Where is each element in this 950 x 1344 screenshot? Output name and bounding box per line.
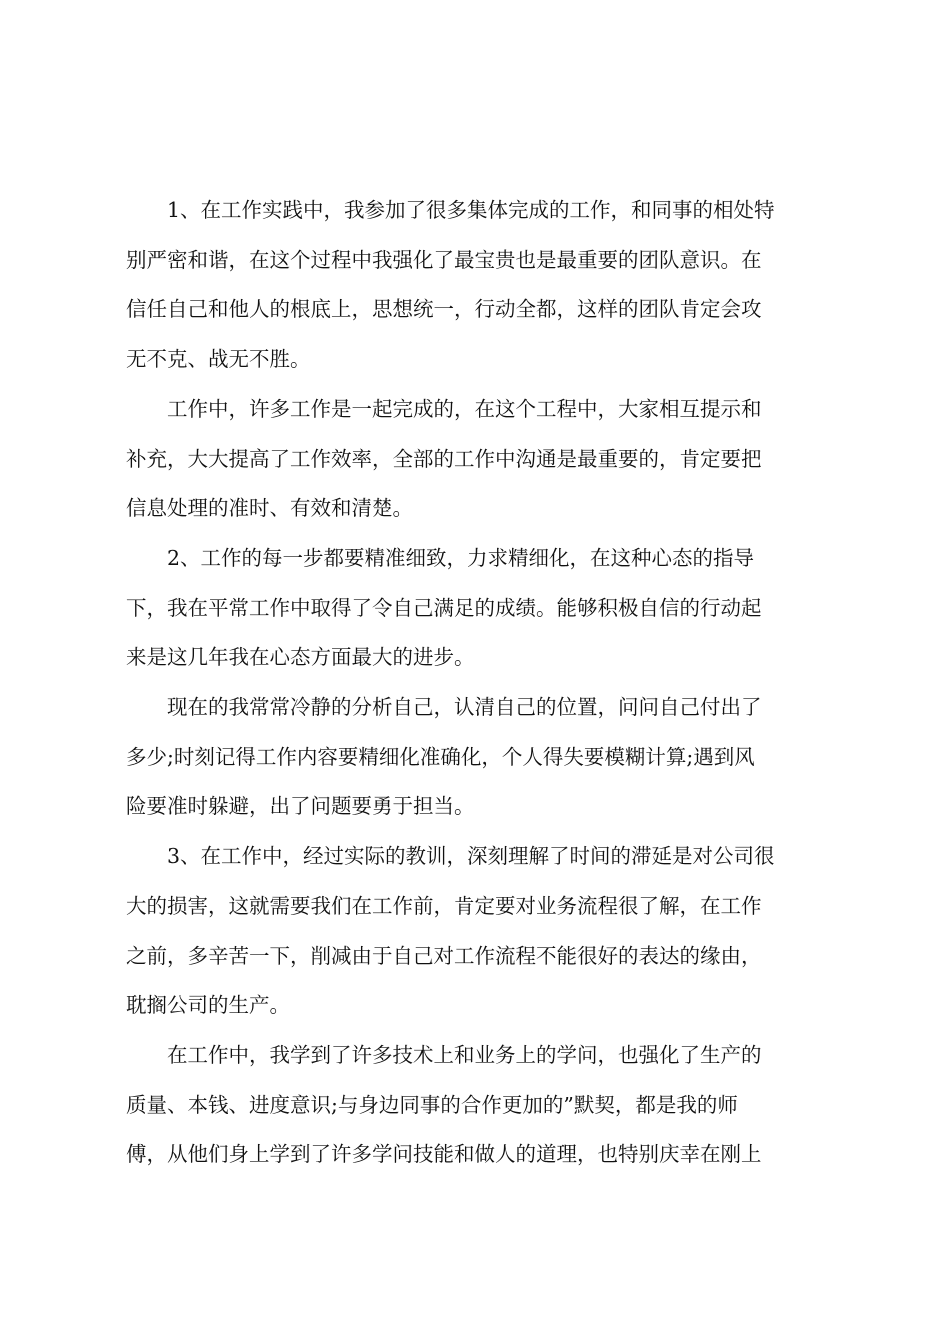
document-body: [126, 186, 830, 1180]
text-line: 傅，从他们身上学到了许多学问技能和做人的道理，也特别庆幸在刚上: [126, 1142, 762, 1167]
text-line: 3、在工作中，经过实际的教训，深刻理解了时间的滞延是对公司很: [167, 844, 775, 869]
text-line: 信任自己和他人的根底上，思想统一，行动全都，这样的团队肯定会攻: [126, 297, 762, 322]
text-line: 现在的我常常冷静的分析自己，认清自己的位置，问问自己付出了: [167, 695, 762, 720]
text-line: 在工作中，我学到了许多技术上和业务上的学问，也强化了生产的: [167, 1042, 762, 1067]
paragraph-2: [126, 385, 830, 534]
text-line: 之前，多辛苦一下，削减由于自己对工作流程不能很好的表达的缘由，: [126, 943, 762, 968]
text-line: 险要准时躲避，出了问题要勇于担当。: [126, 794, 475, 819]
text-line: 来是这几年我在心态方面最大的进步。: [126, 645, 475, 670]
paragraph-1: [126, 186, 830, 385]
text-line: 下，我在平常工作中取得了令自己满足的成绩。能够积极自信的行动起: [126, 595, 762, 620]
text-line: 1、在工作实践中，我参加了很多集体完成的工作，和同事的相处特: [167, 198, 775, 222]
text-line: 多少;时刻记得工作内容要精细化准确化，个人得失要模糊计算;遇到风: [126, 744, 755, 769]
paragraph-5: [126, 832, 830, 1031]
paragraph-3: [126, 534, 830, 683]
text-line: 别严密和谐，在这个过程中我强化了最宝贵也是最重要的团队意识。在: [126, 247, 762, 272]
text-line: 2、工作的每一步都要精准细致，力求精细化，在这种心态的指导: [167, 545, 755, 570]
text-line: 补充，大大提高了工作效率，全部的工作中沟通是最重要的，肯定要把: [126, 446, 762, 471]
text-line: 耽搁公司的生产。: [126, 993, 290, 1018]
paragraph-4: [126, 683, 830, 832]
text-line: 工作中，许多工作是一起完成的，在这个工程中，大家相互提示和: [167, 396, 762, 421]
text-line: 大的损害，这就需要我们在工作前，肯定要对业务流程很了解，在工作: [126, 893, 762, 918]
text-line: 信息处理的准时、有效和清楚。: [126, 496, 413, 521]
text-line: 无不克、战无不胜。: [126, 347, 311, 372]
text-line: 质量、本钱、进度意识;与身边同事的合作更加的”默契，都是我的师: [126, 1092, 738, 1117]
paragraph-6: [126, 1031, 830, 1180]
